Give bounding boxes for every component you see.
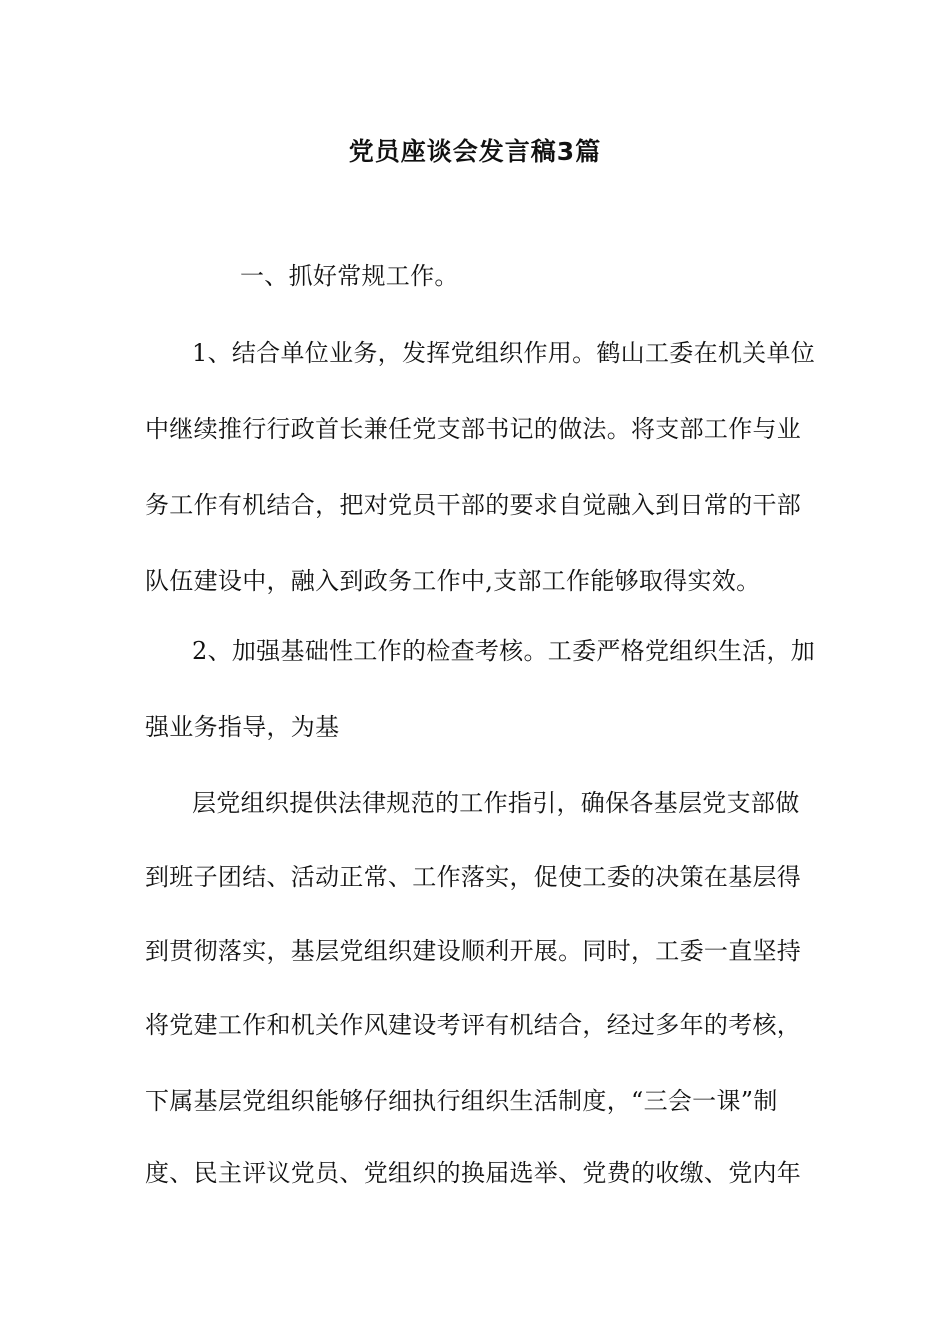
paragraph-line: 到贯彻落实，基层党组织建设顺利开展。同时，工委一直坚持 <box>145 937 802 965</box>
paragraph-line: 2、加强基础性工作的检查考核。工委严格党组织生活，加 <box>192 637 816 665</box>
paragraph-line: 将党建工作和机关作风建设考评有机结合，经过多年的考核， <box>145 1011 802 1039</box>
paragraph-line: 中继续推行行政首长兼任党支部书记的做法。将支部工作与业 <box>145 415 802 443</box>
paragraph-line: 1、结合单位业务，发挥党组织作用。鹤山工委在机关单位 <box>192 339 816 367</box>
paragraph-line: 队伍建设中，融入到政务工作中,支部工作能够取得实效。 <box>145 567 761 595</box>
paragraph-line: 层党组织提供法律规范的工作指引，确保各基层党支部做 <box>192 789 800 817</box>
document-title: 党员座谈会发言稿3篇 <box>348 137 602 166</box>
paragraph-line: 强业务指导，为基 <box>145 713 340 741</box>
section-heading-1: 一、抓好常规工作。 <box>240 262 459 290</box>
paragraph-line: 下属基层党组织能够仔细执行组织生活制度，“三会一课”制 <box>145 1087 778 1115</box>
paragraph-line: 到班子团结、活动正常、工作落实，促使工委的决策在基层得 <box>145 863 802 891</box>
paragraph-line: 务工作有机结合，把对党员干部的要求自觉融入到日常的干部 <box>145 491 802 519</box>
paragraph-line: 度、民主评议党员、党组织的换届选举、党费的收缴、党内年 <box>145 1159 802 1187</box>
